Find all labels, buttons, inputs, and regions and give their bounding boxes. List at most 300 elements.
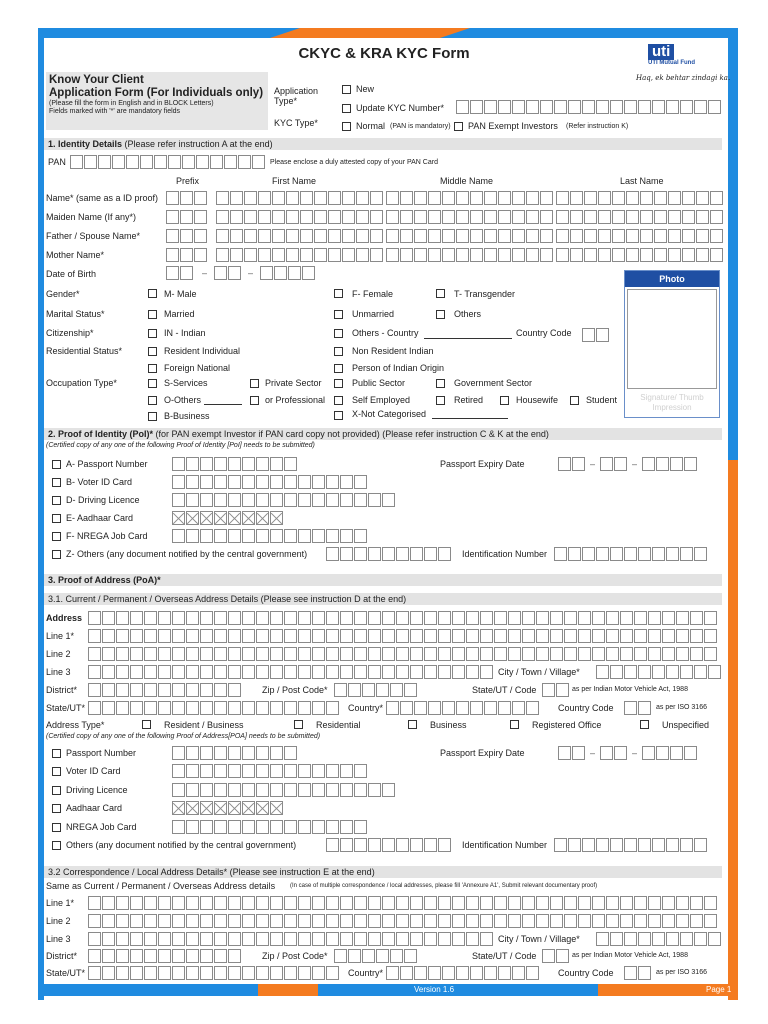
poa-nrega-field[interactable] [172,820,368,834]
citizenship-country-code-field[interactable] [582,328,610,342]
input-cell[interactable] [596,328,609,342]
input-cell[interactable] [694,547,707,561]
input-cell[interactable] [186,801,199,815]
services-checkbox[interactable] [148,379,157,388]
input-cell[interactable] [200,611,213,625]
city-field[interactable] [596,665,722,679]
input-cell[interactable] [484,191,497,205]
input-cell[interactable] [180,191,193,205]
input-cell[interactable] [172,611,185,625]
input-cell[interactable] [328,210,341,224]
input-cell[interactable] [272,248,285,262]
input-cell[interactable] [494,896,507,910]
input-cell[interactable] [256,801,269,815]
input-cell[interactable] [200,820,213,834]
input-cell[interactable] [414,210,427,224]
dob-month-field[interactable] [214,266,242,280]
input-cell[interactable] [326,475,339,489]
poi-aadhaar-checkbox[interactable] [52,514,61,523]
input-cell[interactable] [370,248,383,262]
input-cell[interactable] [194,191,207,205]
input-cell[interactable] [244,229,257,243]
input-cell[interactable] [228,764,241,778]
input-cell[interactable] [144,932,157,946]
input-cell[interactable] [298,966,311,980]
resident-business-checkbox[interactable] [142,720,151,729]
poa-dl-checkbox[interactable] [52,786,61,795]
input-cell[interactable] [648,647,661,661]
input-cell[interactable] [624,966,637,980]
dob-day-field[interactable] [166,266,194,280]
district-field[interactable] [88,683,242,697]
input-cell[interactable] [556,949,569,963]
input-cell[interactable] [284,783,297,797]
address-line1-field[interactable] [88,629,718,643]
input-cell[interactable] [88,665,101,679]
input-cell[interactable] [244,248,257,262]
input-cell[interactable] [300,210,313,224]
input-cell[interactable] [452,629,465,643]
input-cell[interactable] [550,647,563,661]
input-cell[interactable] [642,457,655,471]
poa-aadhaar-checkbox[interactable] [52,804,61,813]
input-cell[interactable] [242,457,255,471]
input-cell[interactable] [284,629,297,643]
input-cell[interactable] [390,949,403,963]
input-cell[interactable] [424,647,437,661]
input-cell[interactable] [494,629,507,643]
input-cell[interactable] [578,914,591,928]
input-cell[interactable] [298,665,311,679]
input-cell[interactable] [656,746,669,760]
input-cell[interactable] [696,191,709,205]
input-cell[interactable] [196,155,209,169]
input-cell[interactable] [228,629,241,643]
input-cell[interactable] [542,949,555,963]
input-cell[interactable] [228,701,241,715]
poi-passport-checkbox[interactable] [52,460,61,469]
input-cell[interactable] [466,665,479,679]
input-cell[interactable] [270,801,283,815]
input-cell[interactable] [186,820,199,834]
input-cell[interactable] [228,746,241,760]
input-cell[interactable] [228,665,241,679]
input-cell[interactable] [578,896,591,910]
input-cell[interactable] [424,547,437,561]
input-cell[interactable] [386,229,399,243]
input-cell[interactable] [340,783,353,797]
input-cell[interactable] [414,191,427,205]
input-cell[interactable] [550,896,563,910]
input-cell[interactable] [242,511,255,525]
input-cell[interactable] [216,229,229,243]
input-cell[interactable] [428,210,441,224]
input-cell[interactable] [610,547,623,561]
input-cell[interactable] [442,248,455,262]
input-cell[interactable] [312,611,325,625]
input-cell[interactable] [88,932,101,946]
input-cell[interactable] [256,820,269,834]
poi-passport-field[interactable] [172,457,298,471]
input-cell[interactable] [144,683,157,697]
input-cell[interactable] [676,896,689,910]
input-cell[interactable] [400,966,413,980]
input-cell[interactable] [542,683,555,697]
input-cell[interactable] [214,475,227,489]
input-cell[interactable] [676,629,689,643]
input-cell[interactable] [382,493,395,507]
input-cell[interactable] [606,914,619,928]
middle-name-field[interactable] [386,229,554,243]
input-cell[interactable] [498,229,511,243]
input-cell[interactable] [228,647,241,661]
input-cell[interactable] [354,820,367,834]
input-cell[interactable] [452,665,465,679]
input-cell[interactable] [396,665,409,679]
input-cell[interactable] [368,647,381,661]
input-cell[interactable] [624,932,637,946]
input-cell[interactable] [498,191,511,205]
input-cell[interactable] [610,932,623,946]
input-cell[interactable] [172,896,185,910]
input-cell[interactable] [666,838,679,852]
input-cell[interactable] [438,665,451,679]
input-cell[interactable] [158,949,171,963]
input-cell[interactable] [284,611,297,625]
input-cell[interactable] [200,629,213,643]
input-cell[interactable] [326,547,339,561]
input-cell[interactable] [200,914,213,928]
foreign-national-checkbox[interactable] [148,364,157,373]
input-cell[interactable] [710,229,723,243]
input-cell[interactable] [584,229,597,243]
input-cell[interactable] [286,248,299,262]
input-cell[interactable] [710,191,723,205]
input-cell[interactable] [550,629,563,643]
input-cell[interactable] [88,629,101,643]
input-cell[interactable] [680,665,693,679]
married-checkbox[interactable] [148,310,157,319]
input-cell[interactable] [334,683,347,697]
input-cell[interactable] [536,647,549,661]
input-cell[interactable] [624,665,637,679]
input-cell[interactable] [186,475,199,489]
input-cell[interactable] [186,746,199,760]
input-cell[interactable] [284,701,297,715]
input-cell[interactable] [508,647,521,661]
input-cell[interactable] [634,611,647,625]
input-cell[interactable] [696,248,709,262]
input-cell[interactable] [666,665,679,679]
input-cell[interactable] [166,266,179,280]
input-cell[interactable] [270,665,283,679]
input-cell[interactable] [102,629,115,643]
input-cell[interactable] [214,457,227,471]
input-cell[interactable] [390,683,403,697]
input-cell[interactable] [348,949,361,963]
input-cell[interactable] [244,210,257,224]
others-country-checkbox[interactable] [334,329,343,338]
input-cell[interactable] [270,629,283,643]
input-cell[interactable] [186,783,199,797]
input-cell[interactable] [242,746,255,760]
input-cell[interactable] [228,896,241,910]
input-cell[interactable] [480,932,493,946]
input-cell[interactable] [370,191,383,205]
input-cell[interactable] [158,629,171,643]
input-cell[interactable] [314,210,327,224]
input-cell[interactable] [154,155,167,169]
input-cell[interactable] [512,210,525,224]
input-cell[interactable] [116,914,129,928]
input-cell[interactable] [626,229,639,243]
input-cell[interactable] [272,229,285,243]
input-cell[interactable] [522,896,535,910]
input-cell[interactable] [130,629,143,643]
input-cell[interactable] [670,457,683,471]
input-cell[interactable] [116,665,129,679]
input-cell[interactable] [258,229,271,243]
input-cell[interactable] [438,611,451,625]
input-cell[interactable] [284,647,297,661]
input-cell[interactable] [356,229,369,243]
input-cell[interactable] [116,701,129,715]
input-cell[interactable] [536,896,549,910]
input-cell[interactable] [634,629,647,643]
input-cell[interactable] [216,248,229,262]
input-cell[interactable] [640,210,653,224]
input-cell[interactable] [168,155,181,169]
input-cell[interactable] [368,896,381,910]
input-cell[interactable] [526,229,539,243]
input-cell[interactable] [158,896,171,910]
input-cell[interactable] [564,647,577,661]
input-cell[interactable] [556,210,569,224]
input-cell[interactable] [558,746,571,760]
input-cell[interactable] [666,547,679,561]
input-cell[interactable] [570,248,583,262]
input-cell[interactable] [228,493,241,507]
input-cell[interactable] [172,932,185,946]
input-cell[interactable] [596,547,609,561]
address-business-checkbox[interactable] [408,720,417,729]
input-cell[interactable] [256,701,269,715]
input-cell[interactable] [668,210,681,224]
input-cell[interactable] [270,783,283,797]
input-cell[interactable] [116,647,129,661]
input-cell[interactable] [312,665,325,679]
input-cell[interactable] [428,191,441,205]
input-cell[interactable] [340,914,353,928]
input-cell[interactable] [186,764,199,778]
input-cell[interactable] [470,100,483,114]
input-cell[interactable] [284,820,297,834]
input-cell[interactable] [286,229,299,243]
input-cell[interactable] [612,229,625,243]
private-sector-checkbox[interactable] [250,379,259,388]
poi-aadhaar-field[interactable] [172,511,284,525]
input-cell[interactable] [70,155,83,169]
input-cell[interactable] [102,665,115,679]
input-cell[interactable] [572,746,585,760]
input-cell[interactable] [312,896,325,910]
input-cell[interactable] [676,914,689,928]
input-cell[interactable] [256,511,269,525]
corr-line2-field[interactable] [88,914,718,928]
input-cell[interactable] [326,914,339,928]
self-employed-checkbox[interactable] [334,396,343,405]
input-cell[interactable] [284,746,297,760]
input-cell[interactable] [300,229,313,243]
input-cell[interactable] [484,701,497,715]
input-cell[interactable] [494,647,507,661]
input-cell[interactable] [88,896,101,910]
input-cell[interactable] [526,966,539,980]
input-cell[interactable] [180,210,193,224]
poi-others-checkbox[interactable] [52,550,61,559]
pan-exempt-checkbox[interactable] [454,122,463,131]
input-cell[interactable] [102,966,115,980]
input-cell[interactable] [326,629,339,643]
input-cell[interactable] [428,248,441,262]
input-cell[interactable] [186,896,199,910]
input-cell[interactable] [386,701,399,715]
input-cell[interactable] [130,896,143,910]
input-cell[interactable] [596,665,609,679]
input-cell[interactable] [568,547,581,561]
input-cell[interactable] [540,210,553,224]
input-cell[interactable] [634,647,647,661]
input-cell[interactable] [508,914,521,928]
input-cell[interactable] [382,932,395,946]
input-cell[interactable] [614,746,627,760]
input-cell[interactable] [606,647,619,661]
input-cell[interactable] [340,932,353,946]
input-cell[interactable] [652,665,665,679]
input-cell[interactable] [554,547,567,561]
input-cell[interactable] [172,746,185,760]
input-cell[interactable] [172,493,185,507]
input-cell[interactable] [356,248,369,262]
input-cell[interactable] [424,629,437,643]
input-cell[interactable] [340,475,353,489]
input-cell[interactable] [102,932,115,946]
input-cell[interactable] [652,547,665,561]
poa-nrega-checkbox[interactable] [52,823,61,832]
input-cell[interactable] [704,629,717,643]
input-cell[interactable] [214,949,227,963]
input-cell[interactable] [704,896,717,910]
input-cell[interactable] [654,210,667,224]
input-cell[interactable] [466,932,479,946]
input-cell[interactable] [480,914,493,928]
first-name-field[interactable] [216,229,384,243]
input-cell[interactable] [342,248,355,262]
input-cell[interactable] [626,191,639,205]
input-cell[interactable] [522,629,535,643]
input-cell[interactable] [708,665,721,679]
input-cell[interactable] [214,511,227,525]
new-checkbox[interactable] [342,85,351,94]
input-cell[interactable] [612,248,625,262]
input-cell[interactable] [200,683,213,697]
input-cell[interactable] [428,229,441,243]
input-cell[interactable] [354,629,367,643]
first-name-field[interactable] [216,210,384,224]
input-cell[interactable] [256,665,269,679]
input-cell[interactable] [186,914,199,928]
input-cell[interactable] [470,229,483,243]
input-cell[interactable] [438,914,451,928]
input-cell[interactable] [572,457,585,471]
input-cell[interactable] [362,949,375,963]
input-cell[interactable] [656,457,669,471]
input-cell[interactable] [550,914,563,928]
input-cell[interactable] [640,248,653,262]
input-cell[interactable] [708,932,721,946]
input-cell[interactable] [662,914,675,928]
input-cell[interactable] [400,210,413,224]
input-cell[interactable] [354,475,367,489]
input-cell[interactable] [200,896,213,910]
input-cell[interactable] [270,475,283,489]
poa-passport-field[interactable] [172,746,298,760]
input-cell[interactable] [670,746,683,760]
prefix-field[interactable] [166,191,208,205]
input-cell[interactable] [612,210,625,224]
input-cell[interactable] [652,838,665,852]
input-cell[interactable] [682,229,695,243]
input-cell[interactable] [326,966,339,980]
input-cell[interactable] [470,248,483,262]
input-cell[interactable] [130,683,143,697]
pan-field[interactable] [70,155,266,169]
address-line0-field[interactable] [88,611,718,625]
input-cell[interactable] [172,457,185,471]
input-cell[interactable] [442,701,455,715]
input-cell[interactable] [298,932,311,946]
input-cell[interactable] [312,820,325,834]
input-cell[interactable] [638,100,651,114]
input-cell[interactable] [340,547,353,561]
input-cell[interactable] [396,647,409,661]
input-cell[interactable] [228,457,241,471]
input-cell[interactable] [298,475,311,489]
input-cell[interactable] [584,210,597,224]
input-cell[interactable] [410,629,423,643]
poa-aadhaar-field[interactable] [172,801,284,815]
input-cell[interactable] [284,475,297,489]
input-cell[interactable] [428,701,441,715]
input-cell[interactable] [228,511,241,525]
first-name-field[interactable] [216,248,384,262]
input-cell[interactable] [270,764,283,778]
input-cell[interactable] [396,547,409,561]
input-cell[interactable] [498,701,511,715]
input-cell[interactable] [648,914,661,928]
input-cell[interactable] [228,966,241,980]
input-cell[interactable] [214,611,227,625]
gender-transgender-checkbox[interactable] [436,289,445,298]
input-cell[interactable] [166,229,179,243]
input-cell[interactable] [466,914,479,928]
gender-female-checkbox[interactable] [334,289,343,298]
input-cell[interactable] [288,266,301,280]
corr-state-field[interactable] [88,966,340,980]
poa-passport-checkbox[interactable] [52,749,61,758]
input-cell[interactable] [194,248,207,262]
nri-checkbox[interactable] [334,347,343,356]
